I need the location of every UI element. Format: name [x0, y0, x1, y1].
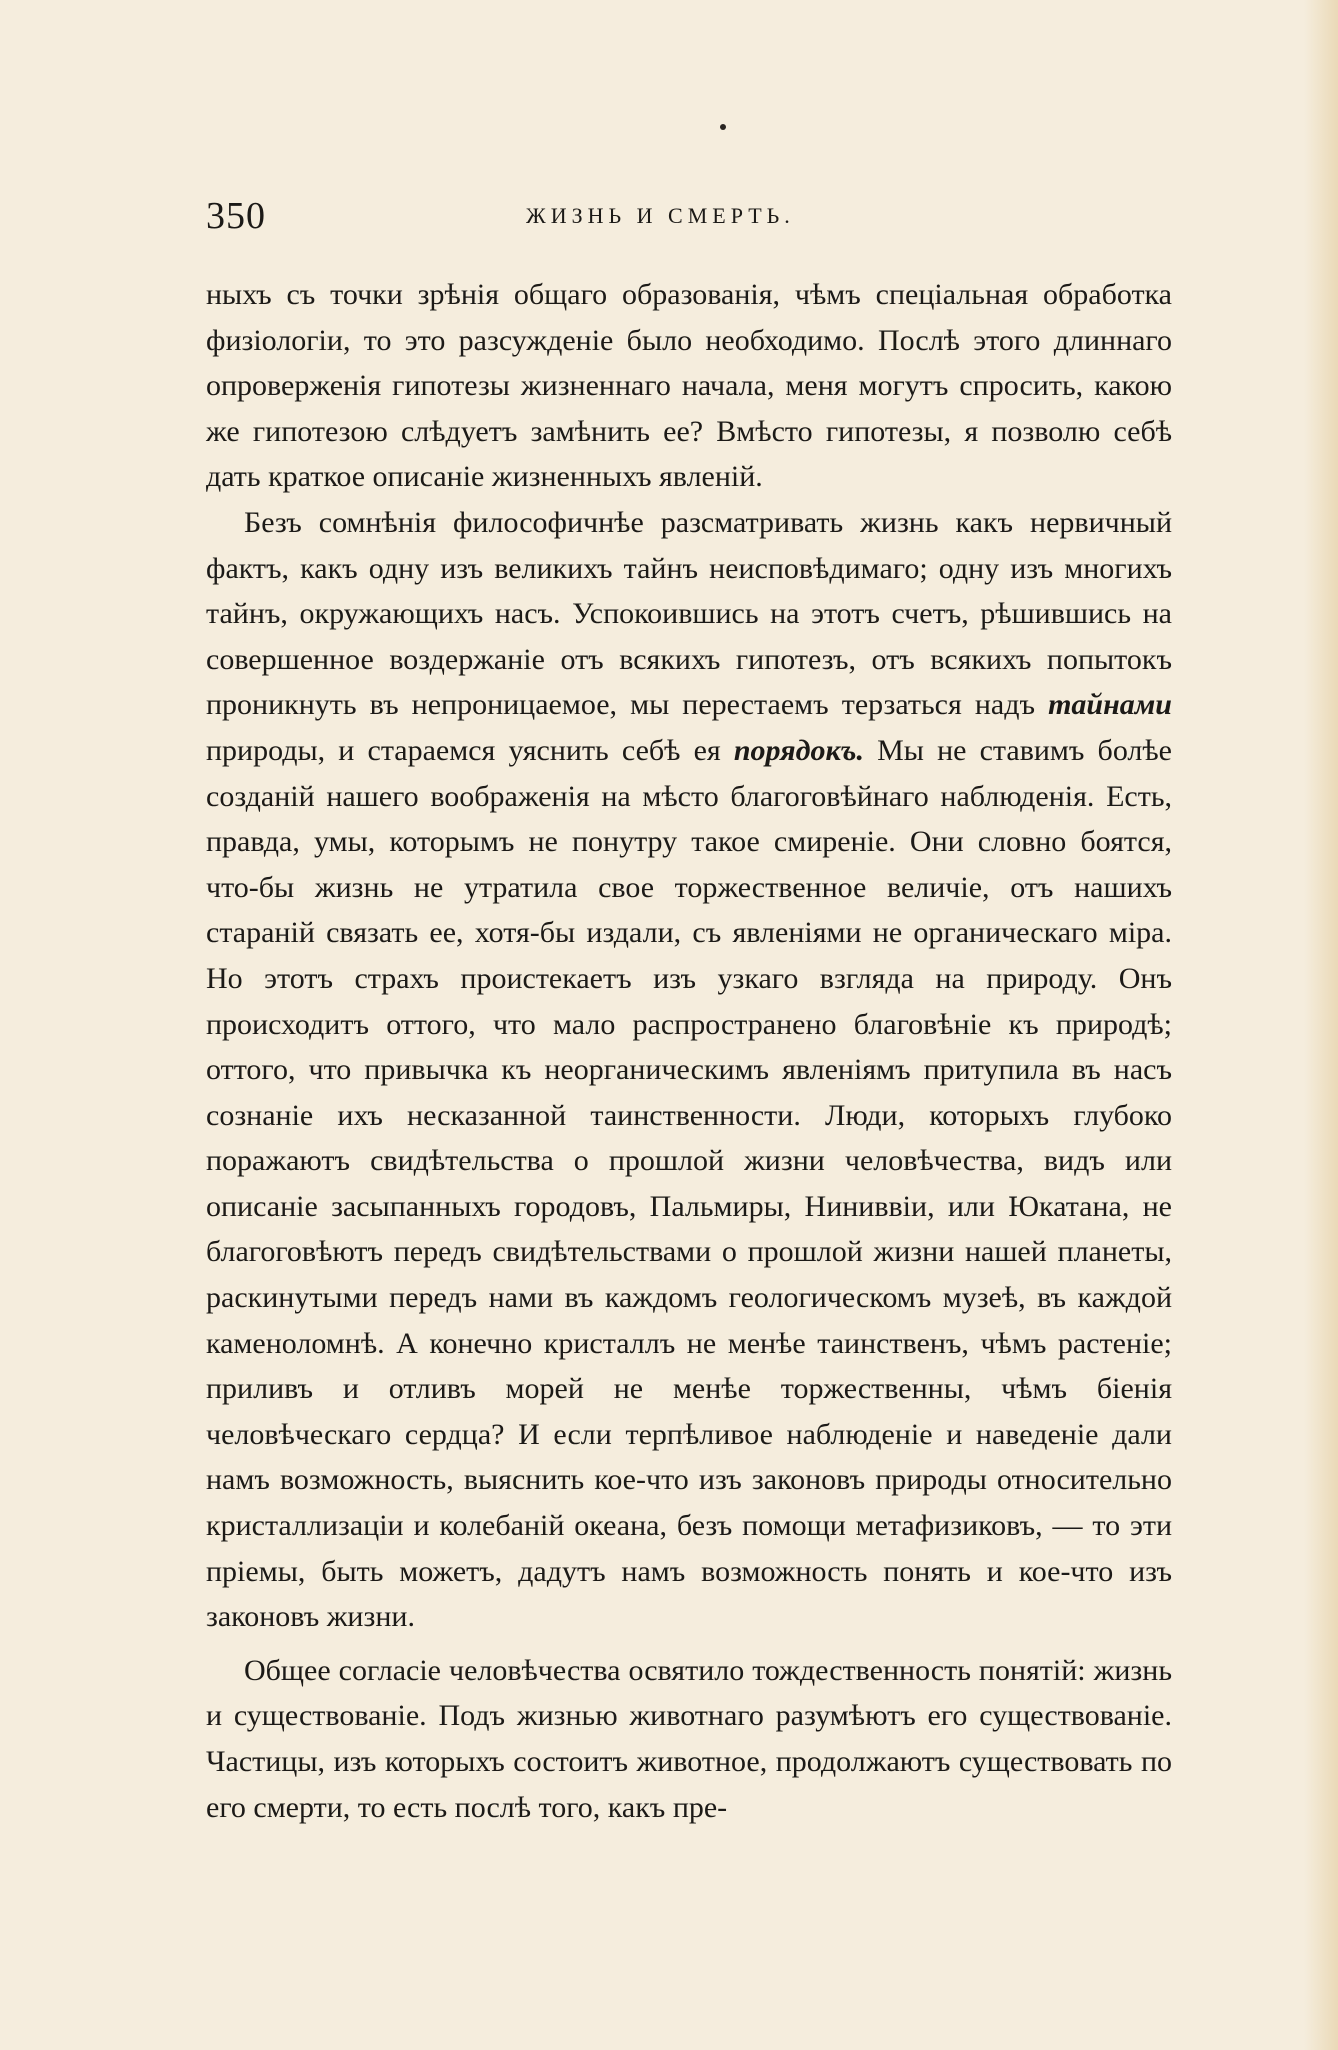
page-edge-shadow: [1304, 0, 1338, 2050]
emphasis-poryadok: порядокъ.: [733, 733, 864, 767]
running-title: ЖИЗНЬ И СМЕРТЬ.: [526, 203, 795, 228]
page-number: 350: [206, 195, 266, 237]
running-head: [206, 188, 1166, 244]
paragraph-2-part-a: Безъ сомнѣнія философичнѣе разсматривать жизнь какъ нервичный фактъ, какъ одну изъ великихъ тайнъ неисповѣдимаго; одну изъ многихъ тайнъ, окружающихъ насъ. Успокоившись на этотъ счетъ, рѣшившись на совершенное воздержаніе отъ всякихъ гипотезъ, отъ всякихъ попытокъ проникнуть въ непроницаемое, мы перестаемъ терзаться надъ: [206, 505, 1172, 722]
paragraph-2: [206, 500, 1172, 1640]
paragraph-2-part-b: природы, и стараемся уяснить себѣ ея: [206, 733, 734, 767]
ink-dot: [720, 124, 726, 130]
paragraph-3: Общее согласіе человѣчества освятило тождественность понятій: жизнь и существованіе. Подъ жизнью животнаго разумѣютъ его существованіе. Частицы, изъ которыхъ состоитъ животное, продолжаютъ существовать по его смерти, то есть послѣ того, какъ пре-: [206, 1653, 1172, 1824]
body-text: [206, 272, 1172, 1830]
paragraph-2-part-c: Мы не ставимъ болѣе созданій нашего воображенія на мѣсто благоговѣйнаго наблюденія. Есть, правда, умы, которымъ не понутру такое смиреніе. Они словно боятся, что-бы жизнь не утратила свое торжественное величіе, отъ нашихъ стараній связать ее, хотя-бы издали, съ явленіями не органическаго міра. Но этотъ страхъ проистекаетъ изъ узкаго взгляда на природу. Онъ происходитъ оттого, что мало распространено благовѣніе къ природѣ; оттого, что привычка къ неорганическимъ явленіямъ притупила въ насъ сознаніе ихъ несказанной таинственности. Люди, которыхъ глубоко поражаютъ свидѣтельства о прошлой жизни человѣчества, видъ или описаніе засыпанныхъ городовъ, Пальмиры, Ниниввіи, или Юкатана, не благоговѣютъ передъ свидѣтельствами о прошлой жизни нашей планеты, раскинутыми передъ нами въ каждомъ геологическомъ музеѣ, въ каждой каменоломнѣ. А конечно кристаллъ не менѣе таинственъ, чѣмъ растеніе; приливъ и отливъ морей не менѣе торжественны, чѣмъ біенія человѣческаго сердца? И если терпѣливое наблюденіе и наведеніе дали намъ возможность, выяснить кое-что изъ законовъ природы относительно кристаллизаціи и колебаній океана, безъ помощи метафизиковъ, — то эти пріемы, быть можетъ, дадутъ намъ возможность понять и кое-что изъ законовъ жизни.: [206, 733, 1172, 1634]
emphasis-tainami: тайнами: [1048, 688, 1172, 722]
paragraph-1: ныхъ съ точки зрѣнія общаго образованія, чѣмъ спеціальная обработка физіологіи, то это разсужденіе было необходимо. Послѣ этого длиннаго опроверженія гипотезы жизненнаго начала, меня могутъ спросить, какою же гипотезою слѣдуетъ замѣнить ее? Вмѣсто гипотезы, я позволю себѣ дать краткое описаніе жизненныхъ явленій.: [206, 278, 1172, 494]
